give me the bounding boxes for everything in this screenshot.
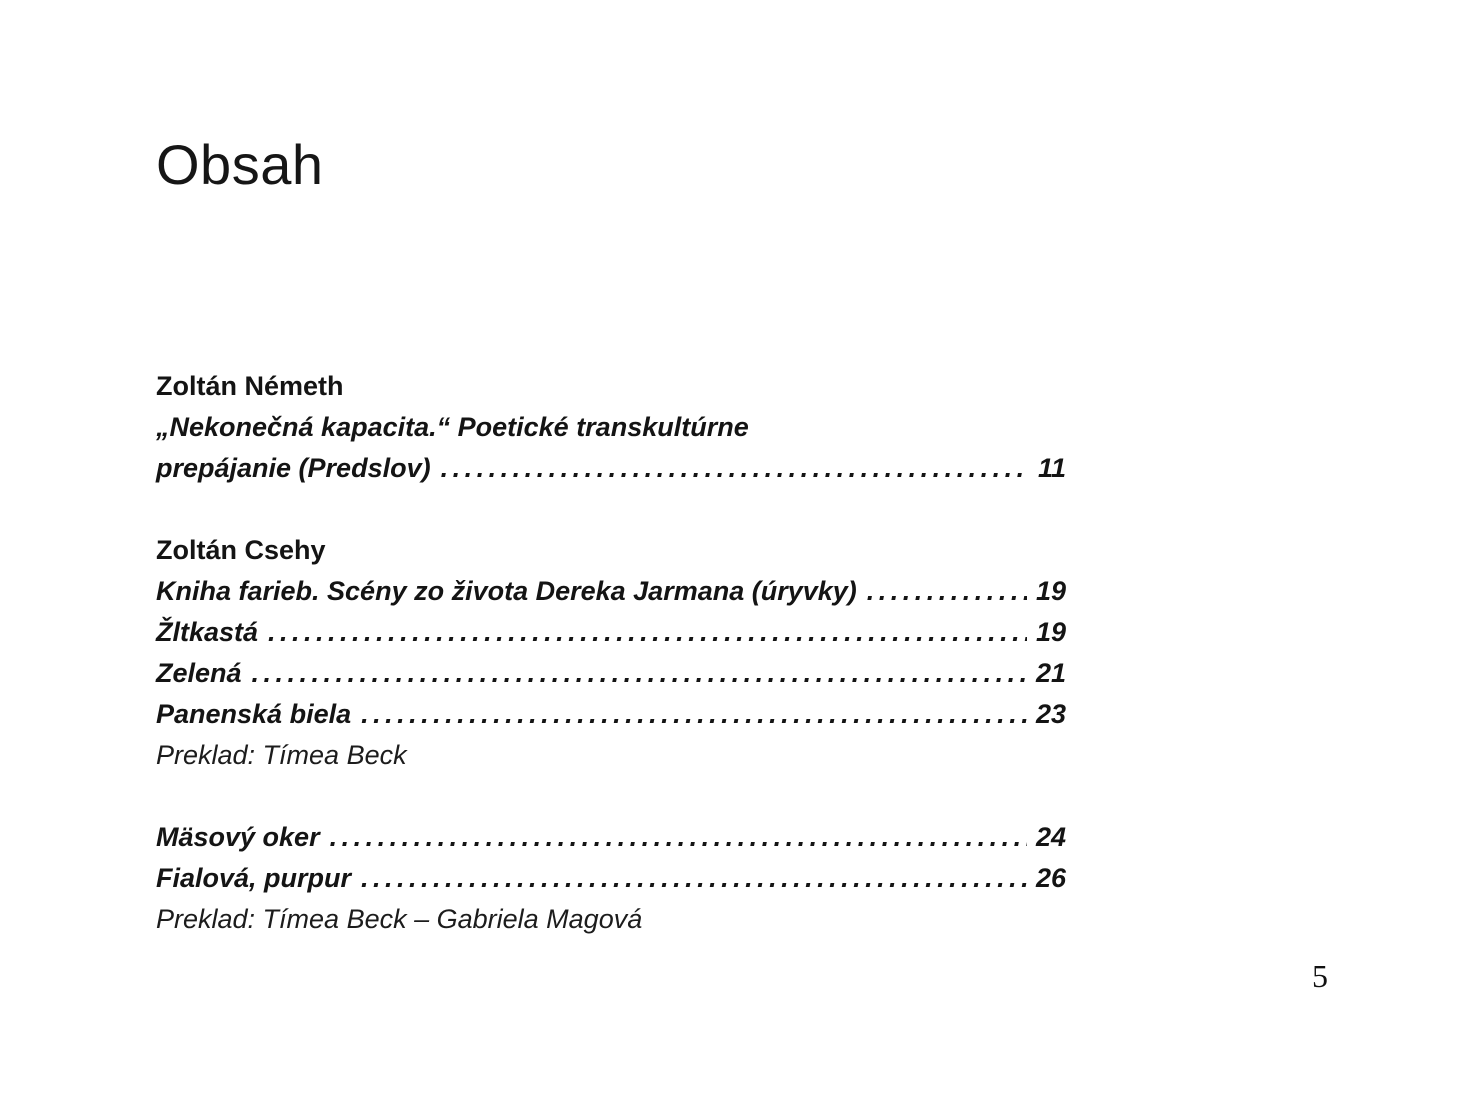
toc-entry-title: Zelená bbox=[156, 658, 242, 688]
translator-note: Preklad: Tímea Beck bbox=[156, 740, 407, 770]
dot-leader bbox=[330, 817, 1027, 858]
toc-entry-title: Kniha farieb. Scény zo života Dereka Jarmana (úryvky) bbox=[156, 576, 857, 606]
dot-leader bbox=[252, 653, 1027, 694]
toc-translator-row bbox=[156, 735, 1066, 776]
toc-entry-row bbox=[156, 817, 1066, 858]
dot-leader bbox=[361, 858, 1027, 899]
toc-entry-row bbox=[156, 858, 1066, 899]
toc-entry-row bbox=[156, 694, 1066, 735]
toc-entry-page: 23 bbox=[1035, 699, 1066, 729]
dot-leader bbox=[361, 694, 1027, 735]
toc-entry-page: 11 bbox=[1037, 453, 1066, 483]
toc-entry-title: Mäsový oker bbox=[156, 822, 320, 852]
page-number: 5 bbox=[1312, 958, 1328, 994]
dot-leader bbox=[867, 571, 1027, 612]
toc-entry-title: Panenská biela bbox=[156, 699, 352, 729]
toc-entry-title: prepájanie (Predslov) bbox=[156, 453, 431, 483]
toc-entry-title: „Nekonečná kapacita.“ Poetické transkultúrne bbox=[156, 412, 749, 442]
toc-entry-row bbox=[156, 448, 1066, 489]
author-name: Zoltán Csehy bbox=[156, 535, 326, 565]
author-name: Zoltán Németh bbox=[156, 371, 344, 401]
toc-author-row bbox=[156, 530, 1066, 571]
toc-entry-row bbox=[156, 407, 1066, 448]
toc-entry-page: 26 bbox=[1035, 863, 1066, 893]
dot-leader bbox=[268, 612, 1027, 653]
dot-leader bbox=[441, 448, 1029, 489]
toc-entry-page: 19 bbox=[1035, 576, 1066, 606]
toc-translator-row bbox=[156, 899, 1066, 940]
toc-spacer bbox=[156, 776, 1066, 817]
toc-entry-title: Fialová, purpur bbox=[156, 863, 352, 893]
toc-entry-title: Žltkastá bbox=[156, 617, 259, 647]
toc-entry-row bbox=[156, 653, 1066, 694]
translator-note: Preklad: Tímea Beck – Gabriela Magová bbox=[156, 904, 643, 934]
toc-entry-row bbox=[156, 612, 1066, 653]
toc-entry-page: 19 bbox=[1035, 617, 1066, 647]
toc-entry-page: 21 bbox=[1035, 658, 1066, 688]
toc-author-row bbox=[156, 366, 1066, 407]
table-of-contents bbox=[156, 366, 1066, 940]
toc-spacer bbox=[156, 489, 1066, 530]
toc-entry-row bbox=[156, 571, 1066, 612]
page-title: Obsah bbox=[156, 133, 324, 196]
toc-entry-page: 24 bbox=[1035, 822, 1066, 852]
